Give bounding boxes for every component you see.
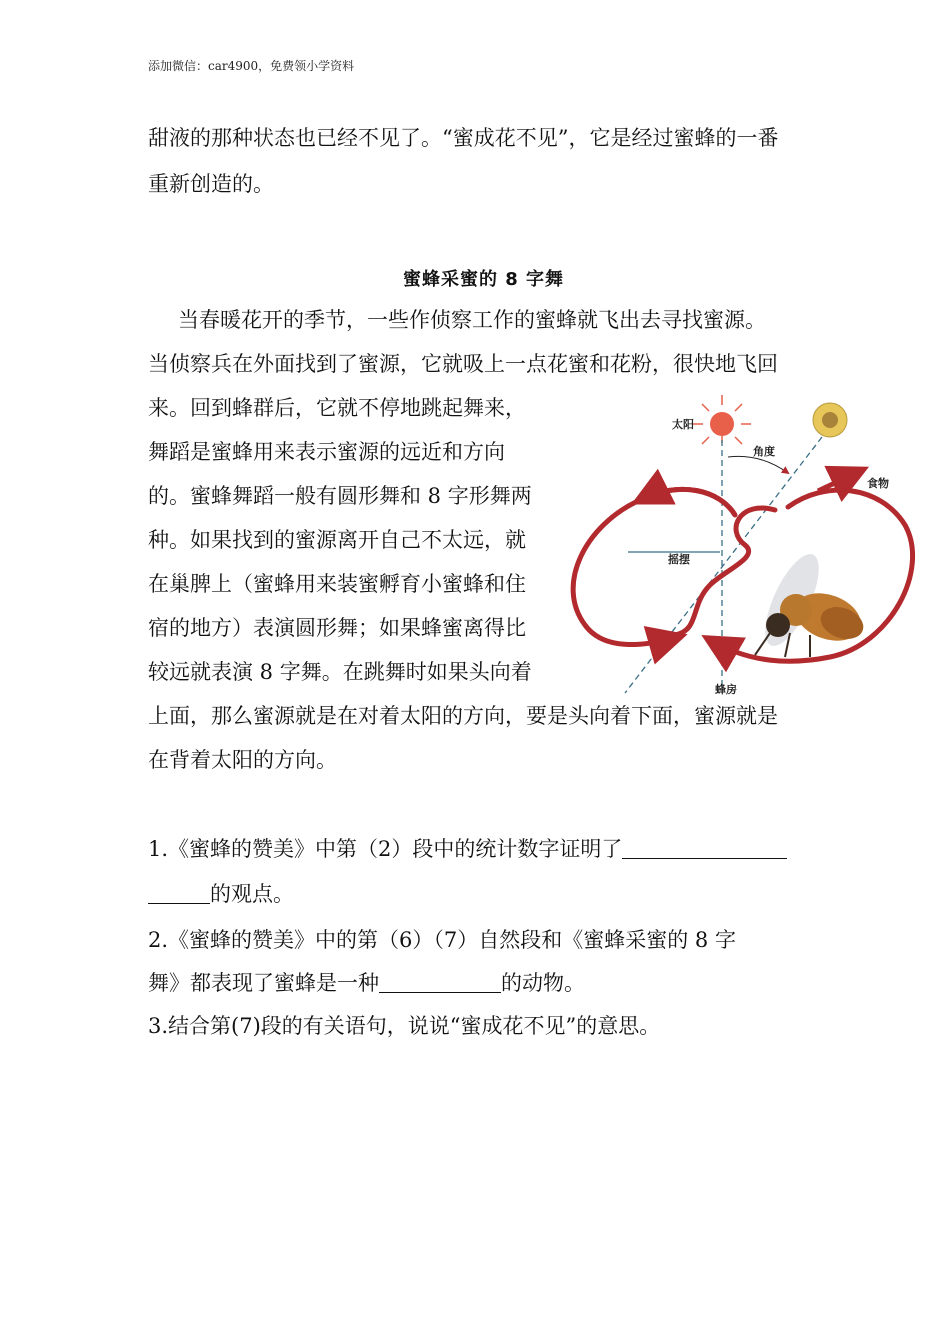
question-2-line-1: 2.《蜜蜂的赞美》中的第（6）（7）自然段和《蜜蜂采蜜的 8 字 xyxy=(148,928,736,952)
article-line-11: 在背着太阳的方向。 xyxy=(148,748,337,772)
article-line-1: 当春暖花开的季节，一些作侦察工作的蜜蜂就飞出去寻找蜜源。 xyxy=(178,308,766,332)
answer-blank-2[interactable] xyxy=(379,972,501,993)
left-loop-arrow xyxy=(573,489,735,644)
article-title: 蜜蜂采蜜的 8 字舞 xyxy=(403,269,565,290)
article-line-6: 种。如果找到的蜜源离开自己不太远，就 xyxy=(148,528,526,552)
article-line-7: 在巢脾上（蜜蜂用来装蜜孵育小蜜蜂和住 xyxy=(148,572,526,596)
intro-line-2: 重新创造的。 xyxy=(148,172,274,196)
question-3: 3.结合第(7)段的有关语句，说说“蜜成花不见”的意思。 xyxy=(148,1014,661,1038)
header-note: 添加微信：car4900，免费领小学资料 xyxy=(148,59,355,73)
question-2-line-2: 舞》都表现了蜜蜂是一种 的动物。 xyxy=(148,971,585,995)
question-1-line-2: 的观点。 xyxy=(148,883,294,905)
article-line-8: 宿的地方）表演圆形舞；如果蜂蜜离得比 xyxy=(148,616,526,640)
article-line-9: 较远就表演 8 字舞。在跳舞时如果头向着 xyxy=(148,660,532,684)
food-direction-line xyxy=(625,437,822,693)
waggle-dance-figure xyxy=(560,395,930,705)
sun-icon xyxy=(693,395,751,444)
label-angle: 角度 xyxy=(753,445,775,458)
article-line-2: 当侦察兵在外面找到了蜜源，它就吸上一点花蜜和花粉，很快地飞回 xyxy=(148,352,778,376)
article-line-5: 的。蜜蜂舞蹈一般有圆形舞和 8 字形舞两 xyxy=(148,484,532,508)
label-swing: 摇摆 xyxy=(668,553,690,566)
article-line-4: 舞蹈是蜜蜂用来表示蜜源的远近和方向 xyxy=(148,440,505,464)
intro-line-1: 甜液的那种状态也已经不见了。“蜜成花不见”，它是经过蜜蜂的一番 xyxy=(148,126,779,150)
flower-icon xyxy=(813,403,847,437)
waggle-path xyxy=(675,508,775,635)
label-hive: 蜂房 xyxy=(715,683,737,696)
bee-icon xyxy=(755,547,868,657)
article-line-10: 上面，那么蜜源就是在对着太阳的方向，要是头向着下面，蜜源就是 xyxy=(148,704,778,728)
answer-blank-1b[interactable] xyxy=(148,883,210,904)
label-sun: 太阳 xyxy=(672,418,694,431)
article-line-3: 来。回到蜂群后，它就不停地跳起舞来， xyxy=(148,396,526,420)
label-food: 食物 xyxy=(867,477,889,490)
angle-arc xyxy=(728,456,788,473)
answer-blank-1a[interactable] xyxy=(622,838,787,859)
question-1-line-1: 1.《蜜蜂的赞美》中第（2）段中的统计数字证明了 xyxy=(148,838,787,860)
